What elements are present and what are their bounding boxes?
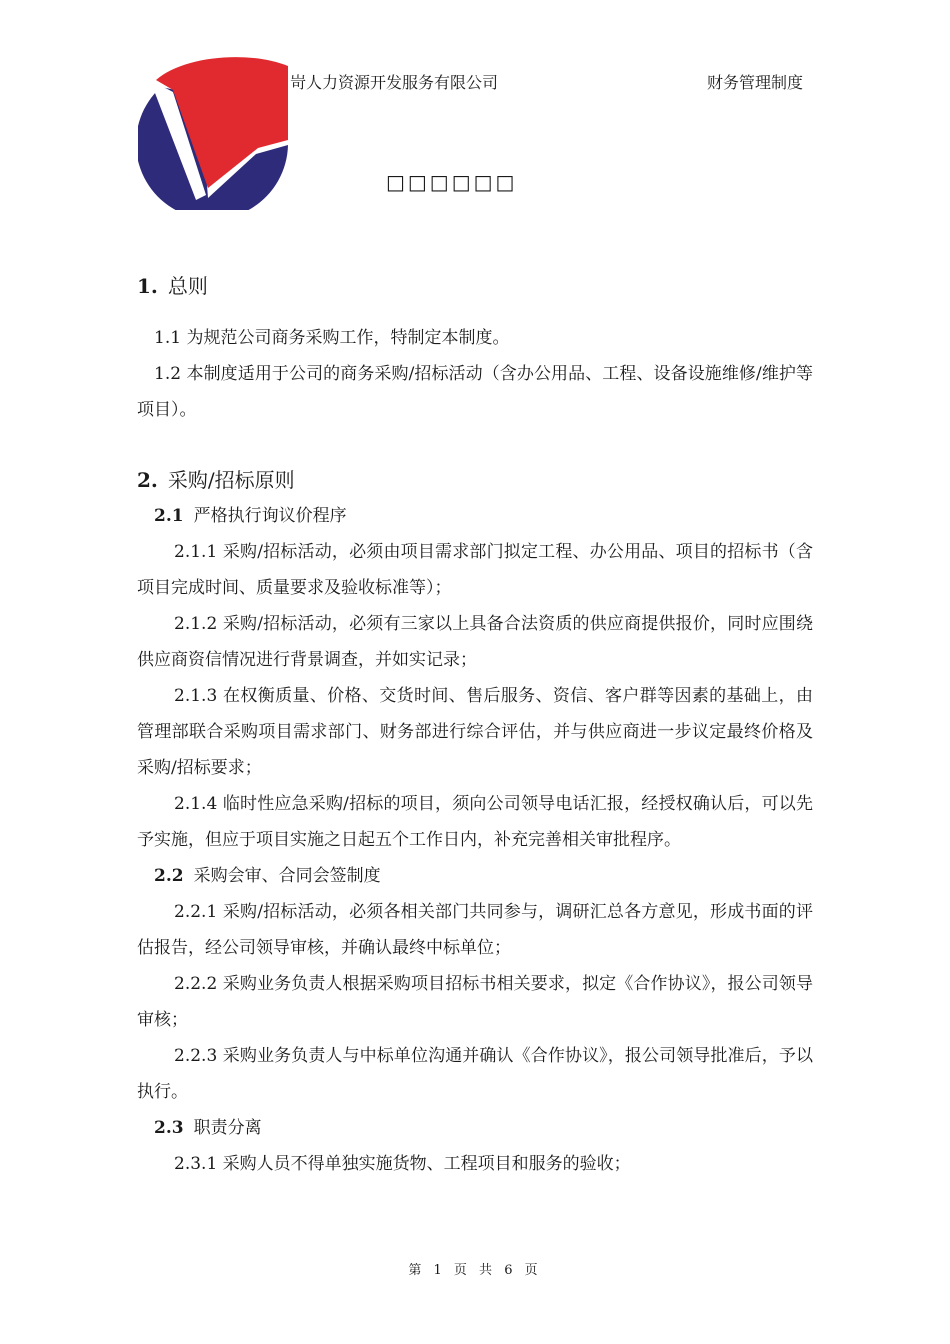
section-title: 总则 — [167, 274, 208, 298]
paragraph: 2.1.4 临时性应急采购/招标的项目，须向公司领导电话汇报，经授权确认后，可以先予实施，但应于项目实施之日起五个工作日内，补充完善相关审批程序。 — [137, 794, 813, 850]
header-company-name: 岢人力资源开发服务有限公司 — [290, 73, 499, 92]
subsection-title: 采购会审、合同会签制度 — [193, 866, 381, 886]
page-footer: 第 1 页 共 6 页 — [408, 1263, 542, 1278]
header-doc-type: 财务管理制度 — [707, 73, 804, 92]
paragraph: 2.1.3 在权衡质量、价格、交货时间、售后服务、资信、客户群等因素的基础上，由管理部联合采购项目需求部门、财务部进行综合评估，并与供应商进一步议定最终价格及采购/招标要求； — [137, 686, 813, 778]
paragraph: 1.1 为规范公司商务采购工作，特制定本制度。 — [154, 328, 510, 348]
subsection-number: 2.1 — [154, 506, 184, 526]
paragraph: 2.2.3 采购业务负责人与中标单位沟通并确认《合作协议》，报公司领导批准后，予以执行。 — [137, 1046, 813, 1102]
section-heading — [137, 462, 813, 498]
section-number: 2. — [137, 468, 158, 492]
subsection-title: 职责分离 — [193, 1118, 262, 1138]
subsection-number: 2.2 — [154, 866, 184, 886]
paragraph: 2.2.2 采购业务负责人根据采购项目招标书相关要求，拟定《合作协议》，报公司领导审核； — [137, 974, 813, 1030]
subsection-title: 严格执行询议价程序 — [193, 506, 347, 526]
company-logo — [138, 50, 298, 210]
subsection-heading — [137, 498, 813, 534]
subsection-heading — [137, 1110, 813, 1146]
section-heading — [137, 268, 813, 304]
subsection-heading — [137, 858, 813, 894]
paragraph: 2.2.1 采购/招标活动，必须各相关部门共同参与，调研汇总各方意见，形成书面的评估报告，经公司领导审核，并确认最终中标单位； — [137, 902, 813, 958]
paragraph: 2.1.2 采购/招标活动，必须有三家以上具备合法资质的供应商提供报价，同时应围绕供应商资信情况进行背景调查，并如实记录； — [137, 614, 813, 670]
paragraph: 2.3.1 采购人员不得单独实施货物、工程项目和服务的验收； — [174, 1154, 631, 1174]
paragraph: 1.2 本制度适用于公司的商务采购/招标活动（含办公用品、工程、设备设施维修/维护等项目）。 — [137, 364, 813, 420]
paragraph: 2.1.1 采购/招标活动，必须由项目需求部门拟定工程、办公用品、项目的招标书（含项目完成时间、质量要求及验收标准等）； — [137, 542, 813, 598]
subsection-number: 2.3 — [154, 1118, 184, 1138]
document-body — [137, 268, 813, 1182]
section-number: 1. — [137, 274, 158, 298]
document-title: □□□□□□ — [386, 170, 518, 194]
section-title: 采购/招标原则 — [167, 468, 295, 492]
